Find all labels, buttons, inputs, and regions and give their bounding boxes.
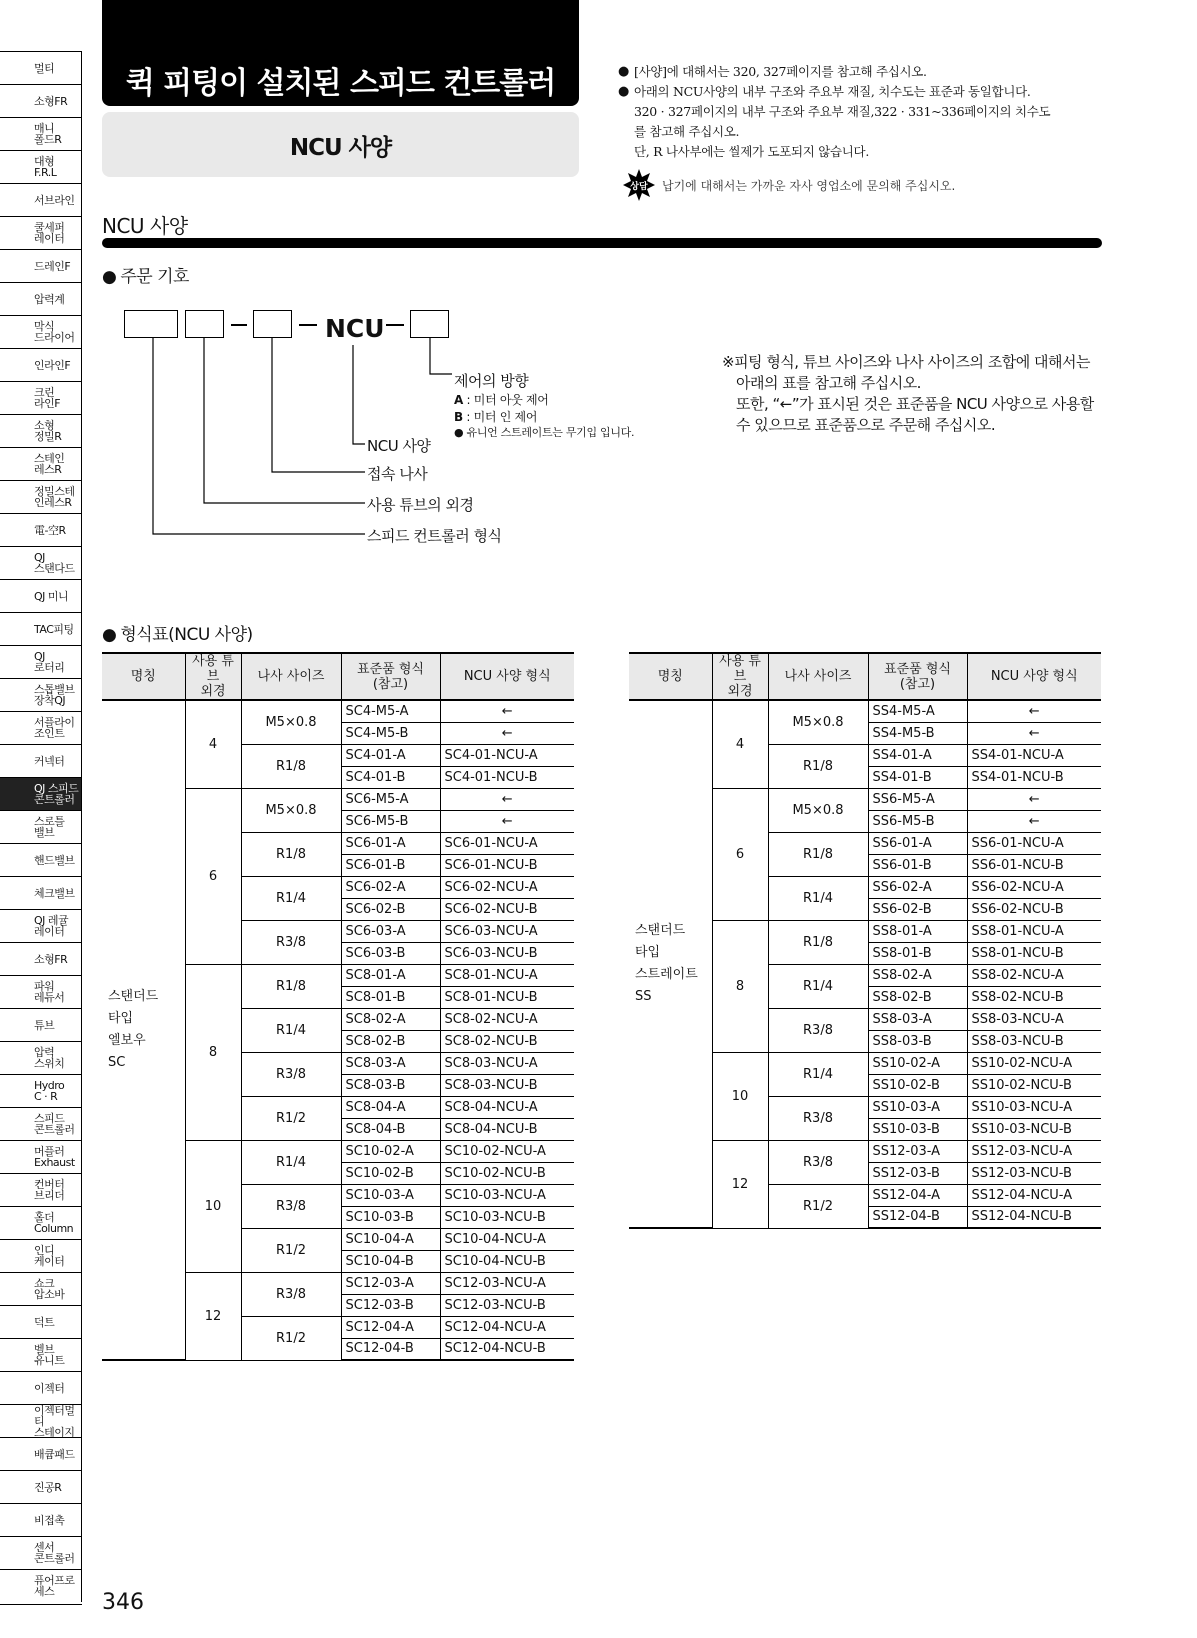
sidebar-item[interactable]: 홀더 Column <box>0 1206 82 1239</box>
thread-size-cell: R3/8 <box>768 1096 868 1140</box>
column-header-ncu: NCU 사양 형식 <box>440 653 574 700</box>
ncu-model-cell: SC8-04-NCU-B <box>440 1118 574 1140</box>
ncu-model-cell: SC12-04-NCU-B <box>440 1338 574 1360</box>
product-name-line: 스트레이트 <box>635 967 698 982</box>
ncu-model-cell: SS12-03-NCU-B <box>967 1162 1101 1184</box>
ncu-model-cell: SS8-02-NCU-A <box>967 964 1101 986</box>
sidebar-item[interactable]: 머플러 Exhaust <box>0 1140 82 1173</box>
standard-model-cell: SC6-02-B <box>341 898 440 920</box>
ncu-model-cell: SS6-01-NCU-A <box>967 832 1101 854</box>
product-name-line: 스탠더드 <box>635 923 686 938</box>
standard-model-cell: SC4-01-B <box>341 766 440 788</box>
table-row <box>629 700 1101 722</box>
column-header-thread: 나사 사이즈 <box>768 653 868 700</box>
standard-model-cell: SC12-03-A <box>341 1272 440 1294</box>
sidebar-item[interactable]: 압력 스위치 <box>0 1041 82 1074</box>
column-header-standard: 표준품 형식 (참고) <box>341 653 440 700</box>
ncu-model-cell: SS8-03-NCU-B <box>967 1030 1101 1052</box>
tube-od-cell: 4 <box>712 700 768 788</box>
consult-badge-text: 상담 <box>630 182 648 192</box>
sidebar-item[interactable]: 튜브 <box>0 1008 82 1041</box>
model-table-elbow <box>102 652 574 1361</box>
standard-model-cell: SS8-02-A <box>868 964 967 986</box>
thread-size-cell: R1/4 <box>241 1008 341 1052</box>
ncu-model-cell: SC8-01-NCU-B <box>440 986 574 1008</box>
ncu-model-cell: SS6-02-NCU-B <box>967 898 1101 920</box>
standard-model-cell: SC8-01-A <box>341 964 440 986</box>
ncu-model-cell: SS8-01-NCU-A <box>967 920 1101 942</box>
section-rule <box>102 238 1102 248</box>
sidebar-item[interactable]: 쿨세퍼 레이터 <box>0 216 82 249</box>
union-straight-note: ● 유니언 스트레이트는 무기입 입니다. <box>454 426 635 439</box>
standard-model-cell: SS12-04-B <box>868 1206 967 1228</box>
sidebar-item[interactable]: 커넥터 <box>0 744 82 777</box>
tube-od-cell: 8 <box>712 920 768 1052</box>
ncu-model-cell: SC10-04-NCU-A <box>440 1228 574 1250</box>
standard-model-cell: SC10-04-A <box>341 1228 440 1250</box>
standard-model-cell: SS10-03-B <box>868 1118 967 1140</box>
thread-size-cell: R1/8 <box>768 920 868 964</box>
product-name-line: SS <box>635 989 652 1004</box>
sidebar-item[interactable]: 막식 드라이어 <box>0 315 82 348</box>
model-table-straight <box>629 652 1101 1229</box>
reference-notes <box>618 62 1098 162</box>
ncu-model-cell: ← <box>967 722 1101 744</box>
standard-model-cell: SC10-04-B <box>341 1250 440 1272</box>
ncu-model-cell: SC10-02-NCU-B <box>440 1162 574 1184</box>
model-table-heading-text: 형식표(NCU 사양) <box>120 625 253 645</box>
note-spec: ● [사양]에 대해서는 320, 327페이지를 참고해 주십시오. <box>618 62 1098 82</box>
sidebar-item[interactable]: 크린 라인F <box>0 381 82 414</box>
tube-od-cell: 10 <box>712 1052 768 1140</box>
standard-model-cell: SC4-01-A <box>341 744 440 766</box>
ncu-model-cell: ← <box>967 788 1101 810</box>
standard-model-cell: SC8-02-A <box>341 1008 440 1030</box>
tube-od-cell: 8 <box>185 964 241 1140</box>
ncu-model-cell: SC8-02-NCU-A <box>440 1008 574 1030</box>
ncu-model-cell: SC6-02-NCU-A <box>440 876 574 898</box>
thread-size-cell: R3/8 <box>241 920 341 964</box>
standard-model-cell: SC8-04-A <box>341 1096 440 1118</box>
standard-model-cell: SS4-M5-A <box>868 700 967 722</box>
sidebar-item[interactable]: 서플라이 조인트 <box>0 711 82 744</box>
sidebar-item[interactable]: 멀티 <box>0 51 82 84</box>
standard-model-cell: SS12-03-B <box>868 1162 967 1184</box>
ncu-model-cell: SS12-04-NCU-B <box>967 1206 1101 1228</box>
standard-model-cell: SS10-03-A <box>868 1096 967 1118</box>
standard-model-cell: SS4-M5-B <box>868 722 967 744</box>
ncu-model-cell: SS8-02-NCU-B <box>967 986 1101 1008</box>
product-name-line: 엘보우 <box>108 1033 146 1048</box>
thread-size-cell: R1/2 <box>241 1228 341 1272</box>
tube-od-cell: 6 <box>712 788 768 920</box>
ncu-model-cell: SC6-02-NCU-B <box>440 898 574 920</box>
option-meter-out: A : 미터 아웃 제어 <box>454 393 549 407</box>
column-header-tube: 사용 튜브 외경 <box>712 653 768 700</box>
product-name-cell <box>629 700 712 1228</box>
column-header-name: 명칭 <box>102 653 185 700</box>
sidebar-item[interactable]: 서브라인 <box>0 183 82 216</box>
ncu-model-cell: SS8-01-NCU-B <box>967 942 1101 964</box>
sidebar-item[interactable]: 진공R <box>0 1470 82 1503</box>
sidebar-item[interactable]: 퓨어프로 세스 <box>0 1569 82 1602</box>
sidebar-item[interactable]: QJ 스탠다드 <box>0 546 82 579</box>
ncu-model-cell: SS6-02-NCU-A <box>967 876 1101 898</box>
label-ncu-spec: NCU 사양 <box>367 437 431 455</box>
option-meter-in: B : 미터 인 제어 <box>454 410 538 424</box>
category-sidebar <box>0 51 82 1602</box>
column-header-thread: 나사 사이즈 <box>241 653 341 700</box>
page-title: 퀵 피팅이 설치된 스피드 컨트롤러 <box>125 66 556 101</box>
standard-model-cell: SS8-02-B <box>868 986 967 1008</box>
ncu-model-cell: SC10-04-NCU-B <box>440 1250 574 1272</box>
order-code-heading <box>102 262 189 287</box>
thread-size-cell: R1/8 <box>241 832 341 876</box>
ncu-model-cell: SC4-01-NCU-A <box>440 744 574 766</box>
ncu-model-cell: SC12-03-NCU-A <box>440 1272 574 1294</box>
consult-badge-icon <box>622 168 656 202</box>
sidebar-item[interactable]: 압력계 <box>0 282 82 315</box>
sidebar-item[interactable]: QJ 스피드 콘트롤러 <box>0 777 82 810</box>
product-name-line: 타입 <box>108 1011 134 1026</box>
sidebar-item[interactable]: 이젝터 <box>0 1371 82 1404</box>
sidebar-item[interactable]: QJ 로터리 <box>0 645 82 678</box>
standard-model-cell: SS8-01-A <box>868 920 967 942</box>
column-header-name: 명칭 <box>629 653 712 700</box>
thread-size-cell: R1/4 <box>768 876 868 920</box>
title-banner <box>102 0 579 106</box>
standard-model-cell: SC6-02-A <box>341 876 440 898</box>
tube-od-cell: 6 <box>185 788 241 964</box>
sidebar-item[interactable]: 덕트 <box>0 1305 82 1338</box>
thread-size-cell: R1/2 <box>241 1316 341 1360</box>
sidebar-item[interactable]: 스피드 콘트롤러 <box>0 1107 82 1140</box>
standard-model-cell: SC4-M5-A <box>341 700 440 722</box>
product-name-line: 타입 <box>635 945 661 960</box>
note-structure-cont2: 를 참고해 주십시오. <box>634 124 740 139</box>
sidebar-item[interactable]: 인라인F <box>0 348 82 381</box>
standard-model-cell: SS12-03-A <box>868 1140 967 1162</box>
sidebar-item[interactable]: 소형FR <box>0 84 82 117</box>
standard-model-cell: SS8-03-A <box>868 1008 967 1030</box>
delivery-contact-note <box>622 168 955 202</box>
code-dash-3 <box>386 324 404 326</box>
tube-od-cell: 4 <box>185 700 241 788</box>
label-tube-od: 사용 튜브의 외경 <box>367 496 474 514</box>
code-box-thread <box>253 310 292 338</box>
ncu-model-cell: ← <box>440 700 574 722</box>
sidebar-item[interactable]: 쇼크 압소바 <box>0 1272 82 1305</box>
combination-note-line: 또한, “←”가 표시된 것은 표준품을 NCU 사양으로 사용할 <box>736 395 1094 413</box>
sidebar-bottom-rule <box>0 1604 82 1605</box>
thread-size-cell: R3/8 <box>241 1184 341 1228</box>
sidebar-item[interactable]: 파워 레듀서 <box>0 975 82 1008</box>
code-ncu-text: NCU <box>325 314 385 343</box>
sidebar-item[interactable]: QJ 레귤 레이터 <box>0 909 82 942</box>
standard-model-cell: SC12-04-A <box>341 1316 440 1338</box>
standard-model-cell: SC12-04-B <box>341 1338 440 1360</box>
standard-model-cell: SC6-01-A <box>341 832 440 854</box>
ncu-model-cell: SC6-01-NCU-A <box>440 832 574 854</box>
standard-model-cell: SS4-01-A <box>868 744 967 766</box>
ncu-model-cell: SS6-01-NCU-B <box>967 854 1101 876</box>
sidebar-item[interactable]: 電-空R <box>0 513 82 546</box>
ncu-model-cell: SC6-01-NCU-B <box>440 854 574 876</box>
bullet-icon: ● <box>102 267 117 287</box>
sidebar-item[interactable]: 드레인F <box>0 249 82 282</box>
sidebar-item[interactable]: TAC피팅 <box>0 612 82 645</box>
thread-size-cell: R3/8 <box>768 1008 868 1052</box>
sidebar-item[interactable]: 배큠패드 <box>0 1437 82 1470</box>
thread-size-cell: M5×0.8 <box>768 700 868 744</box>
standard-model-cell: SS10-02-B <box>868 1074 967 1096</box>
sidebar-item[interactable]: QJ 미니 <box>0 579 82 612</box>
sidebar-item[interactable]: 스테인 레스R <box>0 447 82 480</box>
standard-model-cell: SC8-04-B <box>341 1118 440 1140</box>
sidebar-item[interactable]: 대형 F.R.L <box>0 150 82 183</box>
page-subtitle: NCU 사양 <box>289 135 392 161</box>
ncu-model-cell: SS8-03-NCU-A <box>967 1008 1101 1030</box>
subtitle-banner <box>102 112 579 177</box>
ncu-model-cell: SC6-03-NCU-B <box>440 942 574 964</box>
standard-model-cell: SC6-M5-B <box>341 810 440 832</box>
sidebar-item[interactable]: Hydro C · R <box>0 1074 82 1107</box>
ncu-model-cell: SS4-01-NCU-B <box>967 766 1101 788</box>
table-row <box>102 700 574 722</box>
column-header-ncu: NCU 사양 형식 <box>967 653 1101 700</box>
bullet-icon: ● <box>102 625 117 645</box>
combination-note-line: ※피팅 형식, 튜브 사이즈와 나사 사이즈의 조합에 대해서는 <box>722 353 1090 371</box>
standard-model-cell: SC6-M5-A <box>341 788 440 810</box>
thread-size-cell: R1/8 <box>768 832 868 876</box>
thread-size-cell: R3/8 <box>768 1140 868 1184</box>
standard-model-cell: SC10-02-A <box>341 1140 440 1162</box>
ncu-model-cell: ← <box>440 788 574 810</box>
thread-size-cell: R1/8 <box>241 744 341 788</box>
ncu-model-cell: SC10-03-NCU-A <box>440 1184 574 1206</box>
ncu-model-cell: SC10-02-NCU-A <box>440 1140 574 1162</box>
standard-model-cell: SC6-03-A <box>341 920 440 942</box>
combination-note-line: 수 있으므로 표준품으로 주문해 주십시오. <box>736 416 996 434</box>
standard-model-cell: SC4-M5-B <box>341 722 440 744</box>
thread-size-cell: R1/2 <box>241 1096 341 1140</box>
note-structure: ● 아래의 NCU사양의 내부 구조와 주요부 재질, 치수도는 표준과 동일합니다. <box>618 82 1098 102</box>
code-box-model <box>124 310 178 338</box>
standard-model-cell: SS6-M5-A <box>868 788 967 810</box>
standard-model-cell: SS6-M5-B <box>868 810 967 832</box>
ncu-model-cell: SS10-02-NCU-B <box>967 1074 1101 1096</box>
sidebar-item[interactable]: 컨버터 브리더 <box>0 1173 82 1206</box>
ncu-model-cell: SC8-03-NCU-B <box>440 1074 574 1096</box>
tube-od-cell: 12 <box>712 1140 768 1228</box>
ncu-model-cell: SC6-03-NCU-A <box>440 920 574 942</box>
ncu-model-cell: SC12-04-NCU-A <box>440 1316 574 1338</box>
thread-size-cell: R1/2 <box>768 1184 868 1228</box>
standard-model-cell: SS10-02-A <box>868 1052 967 1074</box>
standard-model-cell: SC8-03-B <box>341 1074 440 1096</box>
standard-model-cell: SC6-03-B <box>341 942 440 964</box>
combination-note-line: 아래의 표를 참고해 주십시오. <box>736 374 921 392</box>
ncu-model-cell: SS12-04-NCU-A <box>967 1184 1101 1206</box>
ncu-model-cell: SS10-03-NCU-B <box>967 1118 1101 1140</box>
ncu-model-cell: SC8-02-NCU-B <box>440 1030 574 1052</box>
ncu-model-cell: SC8-01-NCU-A <box>440 964 574 986</box>
ncu-model-cell: SC8-04-NCU-A <box>440 1096 574 1118</box>
tube-od-cell: 10 <box>185 1140 241 1272</box>
product-name-line: 스탠더드 <box>108 989 159 1004</box>
standard-model-cell: SS4-01-B <box>868 766 967 788</box>
ncu-model-cell: SC10-03-NCU-B <box>440 1206 574 1228</box>
ncu-model-cell: ← <box>440 810 574 832</box>
sidebar-item[interactable]: 인디 케이터 <box>0 1239 82 1272</box>
thread-size-cell: R1/4 <box>768 1052 868 1096</box>
standard-model-cell: SS6-02-A <box>868 876 967 898</box>
standard-model-cell: SC10-03-B <box>341 1206 440 1228</box>
thread-size-cell: R1/4 <box>768 964 868 1008</box>
thread-size-cell: M5×0.8 <box>241 700 341 744</box>
sidebar-item[interactable]: 벨브 유니트 <box>0 1338 82 1371</box>
product-name-line: SC <box>108 1055 126 1070</box>
combination-note <box>722 352 1102 436</box>
standard-model-cell: SC8-01-B <box>341 986 440 1008</box>
tube-od-cell: 12 <box>185 1272 241 1360</box>
standard-model-cell: SS12-04-A <box>868 1184 967 1206</box>
product-name-cell <box>102 700 185 1360</box>
standard-model-cell: SC8-03-A <box>341 1052 440 1074</box>
ncu-model-cell: SS10-03-NCU-A <box>967 1096 1101 1118</box>
standard-model-cell: SS6-02-B <box>868 898 967 920</box>
ncu-model-cell: SC12-03-NCU-B <box>440 1294 574 1316</box>
ncu-model-cell: SC8-03-NCU-A <box>440 1052 574 1074</box>
sidebar-item[interactable]: 센서 콘트롤러 <box>0 1536 82 1569</box>
sidebar-item[interactable]: 소형 정밀R <box>0 414 82 447</box>
label-controller-model: 스피드 컨트롤러 형식 <box>367 527 502 545</box>
thread-size-cell: R1/8 <box>768 744 868 788</box>
sidebar-item[interactable]: 체크밸브 <box>0 876 82 909</box>
note-structure-cont1: 320 · 327페이지의 내부 구조와 주요부 재질,322 · 331~336페이지의 치수도 <box>634 104 1051 119</box>
standard-model-cell: SS8-03-B <box>868 1030 967 1052</box>
standard-model-cell: SC12-03-B <box>341 1294 440 1316</box>
page-number: 346 <box>102 1590 144 1615</box>
ncu-model-cell: ← <box>967 700 1101 722</box>
column-header-tube: 사용 튜브 외경 <box>185 653 241 700</box>
standard-model-cell: SS6-01-B <box>868 854 967 876</box>
sidebar-item[interactable]: 소형FR <box>0 942 82 975</box>
contact-text: 납기에 대해서는 가까운 자사 영업소에 문의해 주십시오. <box>662 178 956 193</box>
standard-model-cell: SC10-03-A <box>341 1184 440 1206</box>
standard-model-cell: SC6-01-B <box>341 854 440 876</box>
note-sealant: 단, R 나사부에는 씰제가 도포되지 않습니다. <box>634 144 870 159</box>
sidebar-item[interactable]: 핸드밸브 <box>0 843 82 876</box>
thread-size-cell: M5×0.8 <box>768 788 868 832</box>
column-header-standard: 표준품 형식 (참고) <box>868 653 967 700</box>
model-table-heading <box>102 620 253 645</box>
standard-model-cell: SC10-02-B <box>341 1162 440 1184</box>
code-dash-2 <box>299 324 317 326</box>
thread-size-cell: M5×0.8 <box>241 788 341 832</box>
sidebar-item[interactable]: 정밀스테 인레스R <box>0 480 82 513</box>
code-dash-1 <box>231 324 247 326</box>
sidebar-item[interactable]: 매니 폴드R <box>0 117 82 150</box>
thread-size-cell: R1/4 <box>241 876 341 920</box>
thread-size-cell: R1/4 <box>241 1140 341 1184</box>
sidebar-item[interactable]: 스톱밸브 장착QJ <box>0 678 82 711</box>
order-code-heading-text: 주문 기호 <box>120 267 189 287</box>
ncu-model-cell: SS10-02-NCU-A <box>967 1052 1101 1074</box>
thread-size-cell: R1/8 <box>241 964 341 1008</box>
sidebar-item[interactable]: 스로틀 밸브 <box>0 810 82 843</box>
standard-model-cell: SS6-01-A <box>868 832 967 854</box>
thread-size-cell: R3/8 <box>241 1052 341 1096</box>
ncu-model-cell: SC4-01-NCU-B <box>440 766 574 788</box>
sidebar-item[interactable]: 이젝터멀티 스테이지 <box>0 1404 82 1437</box>
standard-model-cell: SC8-02-B <box>341 1030 440 1052</box>
ncu-model-cell: ← <box>967 810 1101 832</box>
code-box-direction <box>410 310 449 338</box>
sidebar-item[interactable]: 비접촉 <box>0 1503 82 1536</box>
ncu-model-cell: SS12-03-NCU-A <box>967 1140 1101 1162</box>
thread-size-cell: R3/8 <box>241 1272 341 1316</box>
ncu-model-cell: SS4-01-NCU-A <box>967 744 1101 766</box>
section-title: NCU 사양 <box>102 214 188 238</box>
ncu-model-cell: ← <box>440 722 574 744</box>
label-control-direction: 제어의 방향 <box>454 372 529 390</box>
code-box-tube <box>185 310 224 338</box>
label-connection-thread: 접속 나사 <box>367 465 428 483</box>
standard-model-cell: SS8-01-B <box>868 942 967 964</box>
